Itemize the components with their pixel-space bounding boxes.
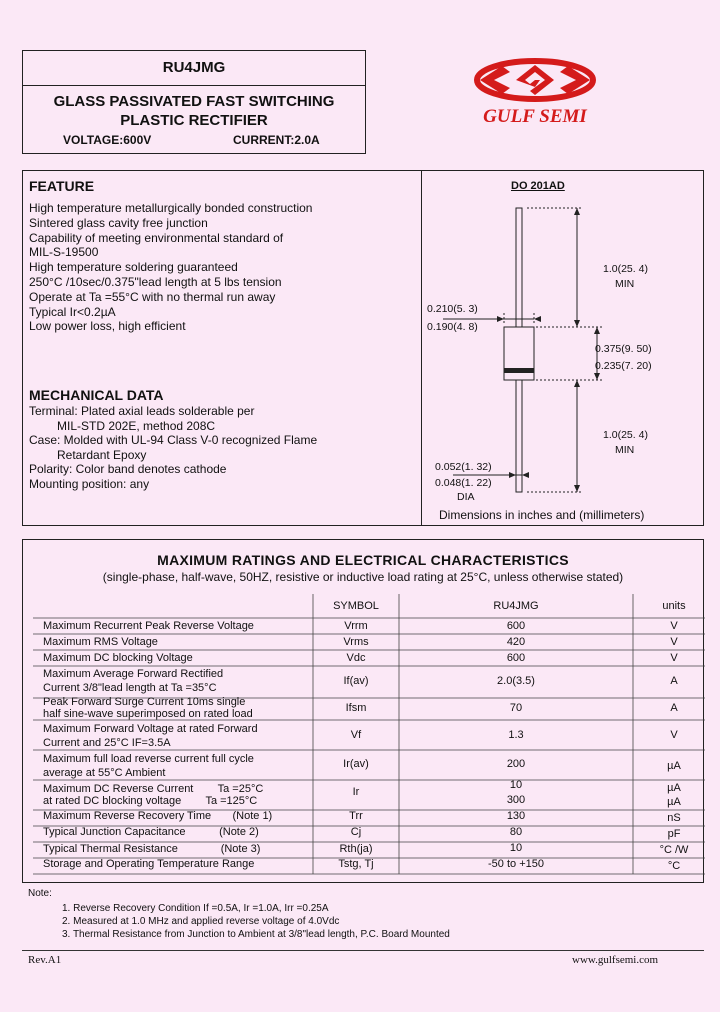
lead-diameter-max: 0.052(1. 32) — [435, 461, 492, 473]
lead-diameter-min: 0.048(1. 22) — [435, 477, 492, 489]
feature-line: High temperature soldering guaranteed — [29, 260, 238, 274]
notes-heading: Note: — [28, 888, 52, 899]
param-cell-line2: Current and 25°C IF=3.5A — [43, 737, 171, 749]
value-cell: 10 — [509, 779, 523, 791]
mechanical-line: Mounting position: any — [29, 477, 150, 491]
symbol-cell: Ifsm — [345, 702, 367, 714]
symbol-cell: Trr — [349, 810, 363, 822]
value-cell: 10 — [509, 842, 523, 854]
param-cell: Maximum DC blocking Voltage — [43, 652, 193, 664]
feature-line: Operate at Ta =55°C with no thermal run away — [29, 290, 276, 304]
gulf-semi-logo-icon — [472, 56, 598, 104]
footer-divider — [22, 950, 704, 951]
lead-length-bottom-min: MIN — [615, 444, 635, 456]
param-cell: Storage and Operating Temperature Range — [43, 858, 255, 870]
value-cell: 1.3 — [508, 729, 524, 741]
part-number: RU4JMG — [162, 59, 226, 76]
brand-name: GULF SEMI — [483, 106, 587, 127]
unit-cell: µA — [667, 760, 681, 772]
unit-cell: A — [670, 675, 678, 687]
feature-line: Capability of meeting environmental standard of — [29, 231, 284, 245]
param-cell: Maximum Forward Voltage at rated Forward — [43, 723, 258, 735]
unit-cell: V — [670, 729, 678, 741]
value-cell: 2.0(3.5) — [497, 675, 535, 687]
symbol-cell: Cj — [350, 826, 362, 838]
param-cell: Maximum full load reverse current full cycle — [43, 753, 254, 765]
mechanical-line: Case: Molded with UL-94 Class V-0 recognized Flame — [29, 433, 318, 447]
unit-cell: µA — [667, 782, 681, 794]
symbol-cell: Vrrm — [344, 620, 368, 632]
value-cell: 600 — [506, 652, 526, 664]
unit-cell-2: µA — [667, 796, 681, 808]
unit-cell: °C /W — [659, 844, 689, 856]
lead-length-top-min: MIN — [615, 278, 635, 290]
lead-diameter-label: DIA — [457, 491, 475, 503]
note-item: 1. Reverse Recovery Condition If =0.5A, Ir =1.0A, Irr =0.25A — [62, 903, 329, 914]
value-cell-2: 300 — [506, 794, 526, 806]
symbol-cell: Vrms — [343, 636, 369, 648]
value-cell: 420 — [506, 636, 526, 648]
mechanical-line: Retardant Epoxy — [57, 448, 147, 462]
lead-length-top: 1.0(25. 4) — [603, 263, 648, 275]
param-cell: Maximum Average Forward Rectified — [43, 668, 224, 680]
ratings-subtitle: (single-phase, half-wave, 50HZ, resistive or inductive load rating at 25°C, unless otherwise stated) — [102, 570, 624, 584]
unit-cell: °C — [667, 860, 681, 872]
unit-cell: V — [670, 636, 678, 648]
param-cell: Maximum Reverse Recovery Time (Note 1) — [43, 810, 273, 822]
col-units-header: units — [662, 600, 686, 612]
symbol-cell: Tstg, Tj — [338, 858, 374, 870]
param-cell-line2: at rated DC blocking voltage Ta =125°C — [43, 795, 258, 807]
feature-line: MIL-S-19500 — [29, 245, 99, 259]
package-name: DO 201AD — [511, 180, 565, 192]
mechanical-heading: MECHANICAL DATA — [29, 387, 164, 403]
symbol-cell: If(av) — [343, 675, 369, 687]
feature-line: 250°C /10sec/0.375"lead length at 5 lbs tension — [29, 275, 282, 289]
body-length-max: 0.375(9. 50) — [595, 343, 652, 355]
feature-line: Sintered glass cavity free junction — [29, 216, 208, 230]
param-cell-line2: Current 3/8"lead length at Ta =35°C — [43, 682, 217, 694]
value-cell: 130 — [506, 810, 526, 822]
value-cell: -50 to +150 — [488, 858, 544, 870]
feature-divider — [421, 171, 422, 525]
feature-line: High temperature metallurgically bonded construction — [29, 201, 313, 215]
feature-line: Typical Ir<0.2µA — [29, 305, 116, 319]
symbol-cell: Vdc — [346, 652, 366, 664]
param-cell: Maximum Recurrent Peak Reverse Voltage — [43, 620, 254, 632]
value-cell: 600 — [506, 620, 526, 632]
param-cell-line2: half sine-wave superimposed on rated load — [43, 708, 253, 720]
note-item: 3. Thermal Resistance from Junction to Ambient at 3/8"lead length, P.C. Board Mounted — [62, 929, 450, 940]
value-cell: 70 — [509, 702, 523, 714]
feature-box — [22, 170, 704, 526]
body-diameter-max: 0.210(5. 3) — [427, 303, 478, 315]
param-cell: Typical Thermal Resistance (Note 3) — [43, 843, 261, 855]
unit-cell: V — [670, 652, 678, 664]
value-cell: 80 — [509, 826, 523, 838]
value-cell: 200 — [506, 758, 526, 770]
dimensions-caption: Dimensions in inches and (millimeters) — [439, 508, 645, 522]
ratings-box — [22, 539, 704, 883]
body-diameter-min: 0.190(4. 8) — [427, 321, 478, 333]
unit-cell: pF — [667, 828, 681, 840]
product-title-line1: GLASS PASSIVATED FAST SWITCHING — [53, 93, 335, 110]
voltage-rating: VOLTAGE:600V — [63, 133, 152, 147]
mechanical-line: Polarity: Color band denotes cathode — [29, 462, 227, 476]
product-title-line2: PLASTIC RECTIFIER — [120, 112, 268, 129]
feature-heading: FEATURE — [29, 178, 95, 194]
note-item: 2. Measured at 1.0 MHz and applied reverse voltage of 4.0Vdc — [62, 916, 340, 927]
param-cell-line2: average at 55°C Ambient — [43, 767, 166, 779]
package-outline-drawing — [423, 191, 703, 501]
revision: Rev.A1 — [28, 954, 62, 966]
body-length-min: 0.235(7. 20) — [595, 360, 652, 372]
unit-cell: V — [670, 620, 678, 632]
feature-line: Low power loss, high efficient — [29, 319, 186, 333]
mechanical-line: MIL-STD 202E, method 208C — [57, 419, 216, 433]
symbol-cell: Rth(ja) — [339, 843, 373, 855]
param-cell: Peak Forward Surge Current 10ms single — [43, 696, 246, 708]
col-part-header: RU4JMG — [493, 600, 539, 612]
current-rating: CURRENT:2.0A — [233, 133, 320, 147]
symbol-cell: Ir — [352, 786, 360, 798]
website-link[interactable]: www.gulfsemi.com — [572, 954, 659, 966]
col-symbol-header: SYMBOL — [333, 600, 379, 612]
symbol-cell: Ir(av) — [343, 758, 369, 770]
unit-cell: A — [670, 702, 678, 714]
header-divider — [23, 85, 365, 86]
ratings-title: MAXIMUM RATINGS AND ELECTRICAL CHARACTERISTICS — [157, 552, 569, 568]
unit-cell: nS — [667, 812, 681, 824]
param-cell: Maximum RMS Voltage — [43, 636, 158, 648]
symbol-cell: Vf — [350, 729, 362, 741]
mechanical-line: Terminal: Plated axial leads solderable per — [29, 404, 255, 418]
param-cell: Maximum DC Reverse Current Ta =25°C — [43, 783, 264, 795]
param-cell: Typical Junction Capacitance (Note 2) — [43, 826, 259, 838]
lead-length-bottom: 1.0(25. 4) — [603, 429, 648, 441]
header-box — [22, 50, 366, 154]
